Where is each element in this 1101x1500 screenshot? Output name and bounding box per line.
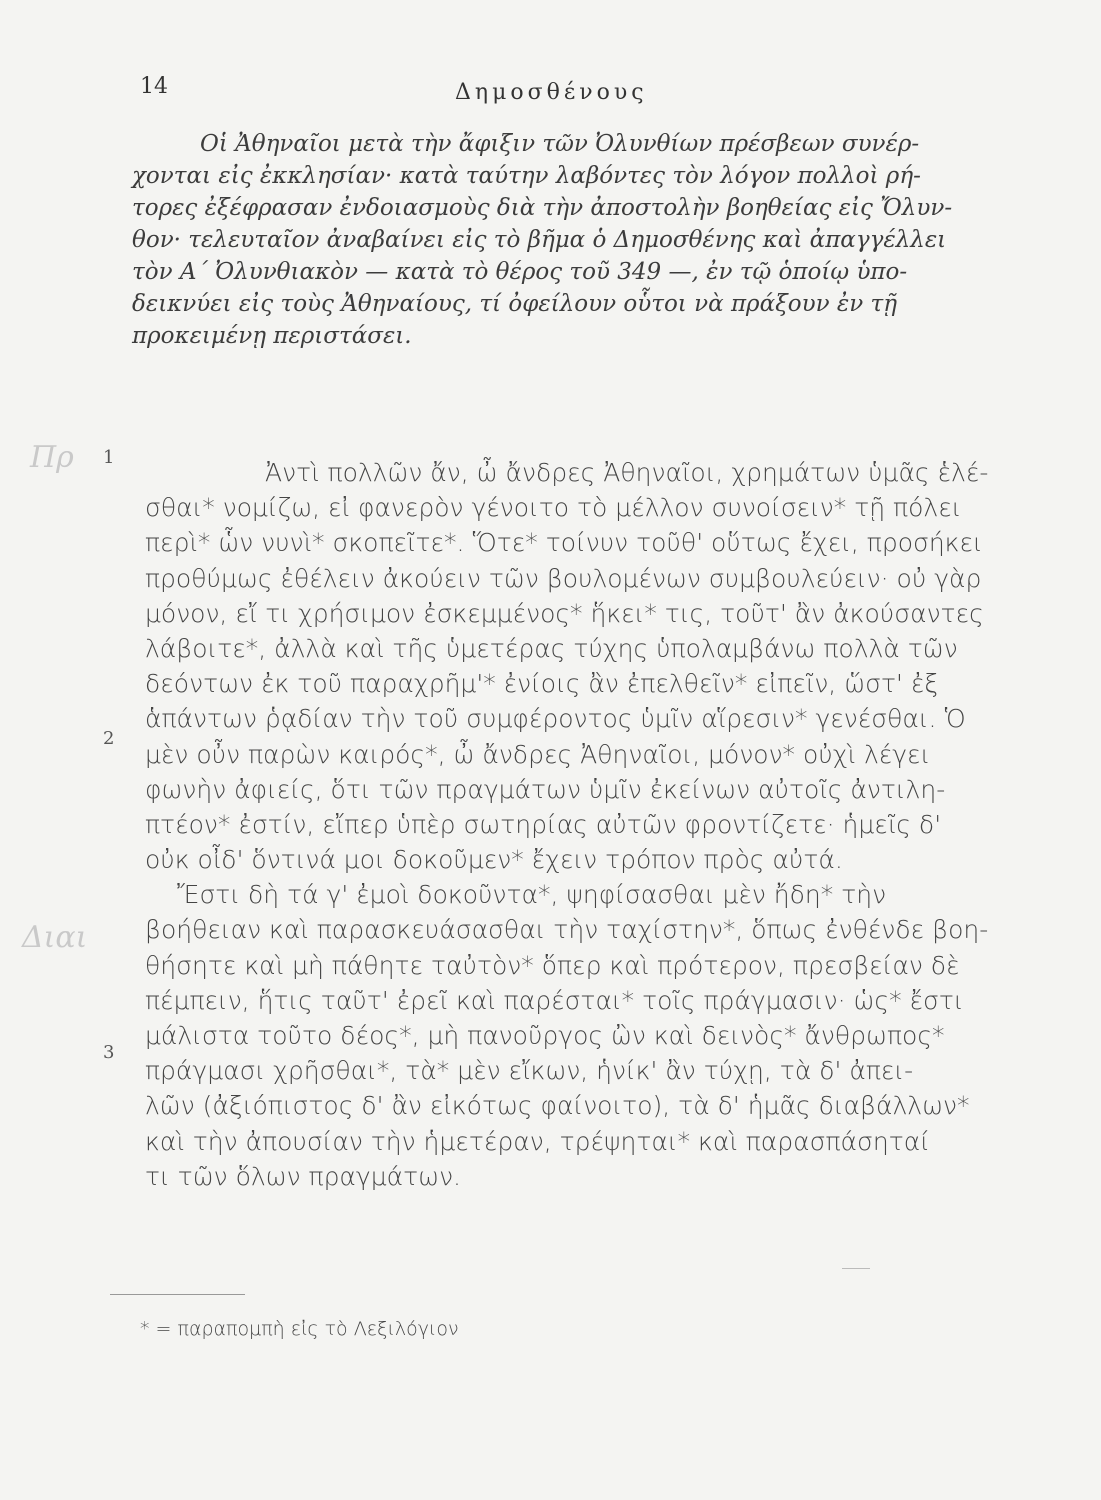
intro-paragraph <box>132 128 962 352</box>
text-line: μόνον, εἴ τι χρήσιμον ἐσκεμμένος* ἥκει* τις, τοῦτ' ἂν ἀκούσαντες <box>145 598 984 628</box>
intro-line: τορες ἐξέφρασαν ἐνδοιασμοὺς διὰ τὴν ἀποστολὴν βοηθείας εἰς Ὄλυν- <box>132 195 953 221</box>
intro-line: τὸν Α΄ Ὀλυνθιακὸν — κατὰ τὸ θέρος τοῦ 349 —, ἐν τῷ ὁποίῳ ὑπο- <box>132 259 908 285</box>
intro-line: χονται εἰς ἐκκλησίαν· κατὰ ταύτην λαβόντες τὸν λόγον πολλοὶ ρή- <box>132 163 921 189</box>
section-number: 3 <box>103 1042 115 1063</box>
text-line: μάλιστα τοῦτο δέος*, μὴ πανοῦργος ὢν καὶ δεινὸς* ἄνθρωπος* <box>145 1021 945 1050</box>
footnote-rule <box>110 1294 245 1295</box>
text-line: σθαι* νομίζω, εἰ φανερὸν γένοιτο τὸ μέλλον συνοίσειν* τῇ πόλει <box>145 493 962 523</box>
text-line: πτέον* ἐστίν, εἴπερ ὑπὲρ σωτηρίας αὐτῶν φροντίζετε· ἡμεῖς δ' <box>145 809 942 839</box>
text-line: δεόντων ἐκ τοῦ παραχρῆμ'* ἐνίοις ἂν ἐπελθεῖν* εἰπεῖν, ὥστ' ἐξ <box>145 669 939 699</box>
text-line: προθύμως ἐθέλειν ἀκούειν τῶν βουλομένων συμβουλεύειν· οὐ γὰρ <box>145 563 982 593</box>
main-text <box>145 455 989 1194</box>
intro-line: Οἱ Ἀθηναῖοι μετὰ τὴν ἄφιξιν τῶν Ὀλυνθίων πρέσβεων συνέρ- <box>200 131 920 157</box>
text-line: ἁπάντων ῥᾳδίαν τὴν τοῦ συμφέροντος ὑμῖν αἵρεσιν* γενέσθαι. Ὁ <box>145 704 966 734</box>
text-line: λῶν (ἀξιόπιστος δ' ἂν εἰκότως φαίνοιτο), τὰ δ' ἡμᾶς διαβάλλων* <box>145 1091 970 1121</box>
text-line: πέμπειν, ἥτις ταῦτ' ἐρεῖ καὶ παρέσται* τοῖς πράγμασιν· ὡς* ἔστι <box>145 985 964 1015</box>
margin-pencil-note: Διαι <box>22 920 88 955</box>
text-line: πράγμασι χρῆσθαι*, τὰ* μὲν εἴκων, ἡνίκ' ἂν τύχῃ, τὰ δ' ἀπει- <box>145 1056 914 1086</box>
text-line: περὶ* ὧν νυνὶ* σκοπεῖτε*. Ὅτε* τοίνυν τοῦθ' οὕτως ἔχει, προσήκει <box>145 528 983 558</box>
text-line: μὲν οὖν παρὼν καιρός*, ὦ ἄνδρες Ἀθηναῖοι, μόνον* οὐχὶ λέγει <box>145 739 931 769</box>
section-number: 1 <box>103 447 115 468</box>
text-line: οὐκ οἶδ' ὅντινά μοι δοκοῦμεν* ἔχειν τρόπον πρὸς αὐτά. <box>145 845 843 875</box>
text-line: φωνὴν ἀφιείς, ὅτι τῶν πραγμάτων ὑμῖν ἐκείνων αὐτοῖς ἀντιλη- <box>145 774 946 804</box>
footnote: * = παραπομπὴ εἰς τὸ Λεξιλόγιον <box>140 1318 459 1340</box>
text-line: Ἔστι δὴ τά γ' ἐμοὶ δοκοῦντα*, ψηφίσασθαι μὲν ἤδη* τὴν <box>177 880 887 910</box>
page-number: 14 <box>140 74 168 99</box>
pencil-mark <box>842 1268 870 1269</box>
text-line: βοήθειαν καὶ παρασκευάσασθαι τὴν ταχίστην*, ὅπως ἐνθένδε βοη- <box>145 915 989 945</box>
text-line: λάβοιτε*, ἀλλὰ καὶ τῆς ὑμετέρας τύχης ὑπολαμβάνω πολλὰ τῶν <box>145 633 958 663</box>
text-line: θήσητε καὶ μὴ πάθητε ταὐτὸν* ὅπερ καὶ πρότερον, πρεσβείαν δὲ <box>145 950 960 980</box>
section-number: 2 <box>103 728 115 749</box>
running-title: Δημοσθένους <box>455 80 648 105</box>
intro-line: προκειμένῃ περιστάσει. <box>132 323 412 349</box>
text-line: τι τῶν ὅλων πραγμάτων. <box>145 1161 461 1191</box>
intro-line: θον· τελευταῖον ἀναβαίνει εἰς τὸ βῆμα ὁ Δημοσθένης καὶ ἀπαγγέλλει <box>132 227 947 253</box>
text-line: Ἀντὶ πολλῶν ἄν, ὦ ἄνδρες Ἀθηναῖοι, χρημάτων ὑμᾶς ἑλέ- <box>265 458 989 487</box>
margin-pencil-note: Πρ <box>30 440 74 475</box>
text-line: καὶ τὴν ἀπουσίαν τὴν ἡμετέραν, τρέψηται* καὶ παρασπάσηταί <box>145 1126 930 1156</box>
intro-line: δεικνύει εἰς τοὺς Ἀθηναίους, τί ὀφείλουν οὗτοι νὰ πράξουν ἐν τῇ <box>132 291 898 317</box>
